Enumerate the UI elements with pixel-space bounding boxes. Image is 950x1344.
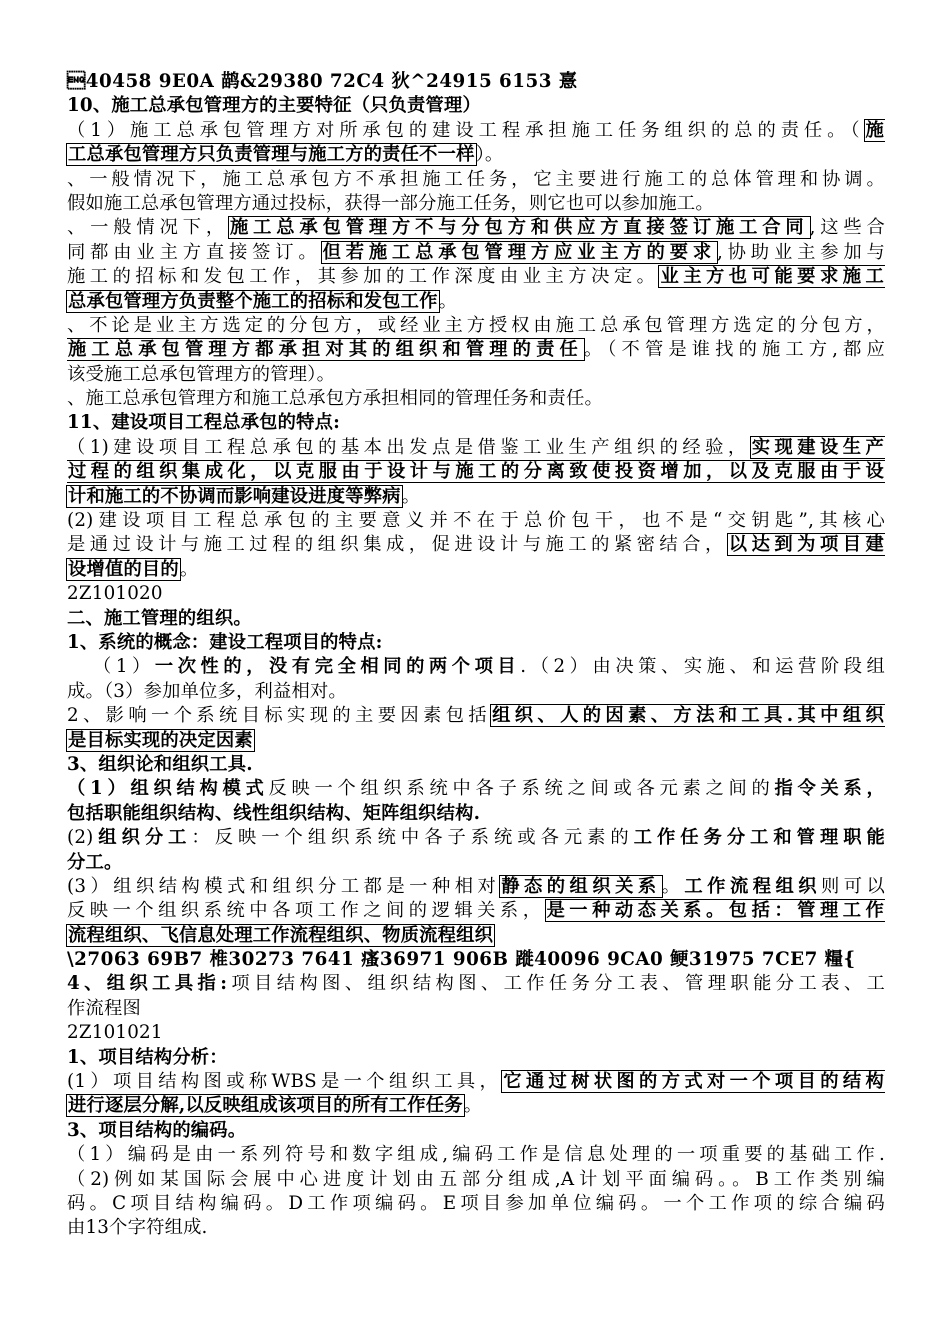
text-span: （1） bbox=[93, 656, 155, 678]
text-line bbox=[67, 875, 885, 899]
text-line bbox=[67, 826, 885, 850]
text-line bbox=[67, 777, 885, 801]
text-line bbox=[67, 265, 885, 289]
boxed-text: 过程的组织集成化，以克服由于设计与施工的分离致使投资增加，以及克服由于设 bbox=[68, 461, 884, 483]
boxed-text: 施工总承包管理方不与分包方和供应方直接签订施工合同 bbox=[230, 217, 809, 239]
text-span: 40458 9E0A 鹋&29380 72C4 狄^24915 6153 憙 bbox=[67, 71, 578, 92]
text-span: （1)建设项目工程总承包的基本出发点是借鉴工业生产组织的经验， bbox=[67, 436, 751, 458]
boxed-text: 实现建设生产 bbox=[751, 436, 885, 458]
text-line bbox=[67, 655, 885, 679]
boxed-text: 组织、人的因素、方法和工具.其中组织 bbox=[492, 705, 884, 727]
text-line bbox=[67, 314, 885, 338]
text-span: 同都由业主方直接签订。 bbox=[67, 241, 322, 263]
text-line bbox=[67, 729, 885, 753]
text-span: 组织分工 bbox=[93, 827, 192, 849]
boxed-text: 它通过树状图的方式对一个项目的结构 bbox=[503, 1071, 885, 1093]
text-span: 则可以 bbox=[821, 875, 885, 897]
text-line bbox=[67, 338, 885, 362]
text-span: 1、项目结构分析： bbox=[67, 1046, 228, 1068]
text-line bbox=[67, 363, 885, 387]
text-line bbox=[67, 972, 885, 996]
text-line bbox=[67, 436, 885, 460]
text-span: 、不论是业主方选定的分包方，或经业主方授权由施工总承包管理方选定的分包方， bbox=[67, 314, 885, 336]
text-line bbox=[67, 192, 885, 216]
text-span: 成。（3）参加单位多，利益相对。 bbox=[67, 680, 347, 702]
text-line bbox=[67, 924, 885, 948]
text-span: 、施工总承包管理方和施工总承包方承担相同的管理任务和责任。 bbox=[67, 388, 603, 410]
text-line bbox=[67, 241, 885, 265]
text-span: \27063 69B7 椎30273 7641 瘙36971 906B 蹝40096 9CA0 鲠31975 7CE7 糧{ bbox=[67, 949, 856, 971]
text-span: 、一般情况下， bbox=[67, 217, 229, 239]
text-span: 10、施工总承包管理方的主要特征（只负责管理） bbox=[67, 95, 481, 117]
text-span: 由13个字符组成. bbox=[67, 1217, 208, 1239]
text-span: 二、施工管理的组织。 bbox=[67, 607, 252, 629]
text-line bbox=[67, 216, 885, 240]
text-line bbox=[67, 460, 885, 484]
text-span: 反映一个组织系统中各子系统之间或各元素之间的 bbox=[268, 778, 775, 800]
text-line bbox=[67, 631, 885, 655]
text-line bbox=[67, 387, 885, 411]
text-span: 码。C项目结构编码。D工作项编码。E项目参加单位编码。一个工作项的综合编码 bbox=[67, 1192, 885, 1214]
text-span: （1）施工总承包管理方对所承包的建设工程承担施工任务组织的总的责任。（ bbox=[67, 119, 865, 141]
text-line bbox=[67, 558, 885, 582]
text-span: 一次性的，没有完全相同的两个项目 bbox=[154, 656, 521, 678]
text-line bbox=[67, 997, 885, 1021]
text-span: 。 bbox=[463, 1095, 483, 1117]
text-line bbox=[67, 851, 885, 875]
text-line bbox=[67, 582, 885, 606]
text-span: （1）编码是由一系列符号和数字组成,编码工作是信息处理的一项重要的基础工作. bbox=[67, 1144, 885, 1166]
boxed-text: 工总承包管理方只负责管理与施工方的责任不一样 bbox=[68, 144, 475, 166]
text-line bbox=[67, 1192, 885, 1216]
text-span: 是通过设计与施工过程的组织集成，促进设计与施工的紧密结合， bbox=[67, 534, 728, 556]
text-line bbox=[67, 485, 885, 509]
text-span: 作流程图 bbox=[67, 997, 141, 1019]
text-span: 该受施工总承包管理方的管理）。 bbox=[67, 363, 336, 385]
text-line bbox=[67, 802, 885, 826]
text-line bbox=[67, 533, 885, 557]
text-line bbox=[67, 94, 885, 118]
text-span: 。 bbox=[401, 485, 421, 507]
text-span: 11、建设项目工程总承包的特点: bbox=[67, 412, 341, 434]
text-span: .（2）由决策、实施、和运营阶段组 bbox=[520, 656, 885, 678]
text-span: 包括职能组织结构、线性组织结构、矩阵组织结构. bbox=[67, 802, 481, 824]
text-line bbox=[67, 704, 885, 728]
text-span: 。 bbox=[438, 290, 458, 312]
boxed-text: 施 bbox=[865, 119, 884, 141]
boxed-text: 计和施工的不协调而影响建设进度等弊病 bbox=[68, 485, 401, 507]
text-line bbox=[67, 948, 885, 972]
text-line bbox=[67, 143, 885, 167]
text-span: 2Z101020 bbox=[67, 583, 163, 605]
boxed-text: 总承包管理方负责整个施工的招标和发包工作 bbox=[68, 290, 438, 312]
boxed-text: 设增值的目的 bbox=[68, 558, 179, 580]
text-line bbox=[67, 1094, 885, 1118]
text-line bbox=[67, 1216, 885, 1240]
text-span: 。（不管是谁找的施工方,都应 bbox=[583, 339, 885, 361]
text-line bbox=[67, 607, 885, 631]
boxed-text: 是目标实现的决定因素 bbox=[68, 729, 253, 751]
text-span: 反映一个组织系统中各项工作之间的逻辑关系， bbox=[67, 900, 546, 922]
boxed-text: 流程组织、飞信息处理工作流程组织、物质流程组织 bbox=[68, 924, 494, 946]
text-span: 2、影响一个系统目标实现的主要因素包括 bbox=[67, 705, 492, 727]
text-line bbox=[67, 680, 885, 704]
boxed-text: 静态的组织关系 bbox=[501, 875, 661, 897]
text-span: 3、项目结构的编码。 bbox=[67, 1119, 247, 1141]
text-span: 施工的招标和发包工作，其参加的工作深度由业主方决定。 bbox=[67, 266, 660, 288]
text-line bbox=[67, 899, 885, 923]
text-span: (2) bbox=[67, 827, 94, 849]
boxed-text: 进行逐层分解,以反映组成该项目的所有工作任务 bbox=[68, 1095, 463, 1117]
text-span: 指令关系， bbox=[774, 778, 885, 800]
text-span: 工作任务分工和管理职能 bbox=[633, 827, 885, 849]
text-line bbox=[67, 168, 885, 192]
boxed-text: 施工总承包管理方都承担对其的组织和管理的责任 bbox=[68, 339, 583, 361]
text-line bbox=[67, 1070, 885, 1094]
boxed-text: 业主方也可能要求施工 bbox=[660, 266, 885, 288]
text-line bbox=[67, 1021, 885, 1045]
text-span: （1）组织结构模式 bbox=[67, 778, 269, 800]
text-line bbox=[67, 1119, 885, 1143]
text-span: 4、组织工具指: bbox=[67, 973, 228, 995]
text-span: 分工。 bbox=[67, 851, 123, 873]
text-span: 。 bbox=[661, 875, 685, 897]
text-span: 2Z101021 bbox=[67, 1022, 163, 1044]
text-span: ：反映一个组织系统中各子系统或各元素的 bbox=[191, 827, 634, 849]
boxed-text: 但若施工总承包管理方应业主方的要求 bbox=[322, 241, 716, 263]
text-line bbox=[67, 509, 885, 533]
text-span: 项目结构图、组织结构图、工作任务分工表、管理职能分工表、工 bbox=[227, 973, 885, 995]
text-span: 。 bbox=[179, 558, 199, 580]
text-span: ,这些合 bbox=[809, 217, 885, 239]
text-span: ）。 bbox=[475, 144, 504, 166]
text-span: (3）组织结构模式和组织分工都是一种相对 bbox=[67, 875, 501, 897]
text-span: 3、组织论和组织工具. bbox=[67, 753, 253, 775]
text-line bbox=[67, 290, 885, 314]
text-span: 工作流程组织 bbox=[684, 875, 822, 897]
text-span: (1）项目结构图或称WBS是一个组织工具， bbox=[67, 1071, 503, 1093]
text-line bbox=[67, 1143, 885, 1167]
text-span: （2)例如某国际会展中心进度计划由五部分组成,A计划平面编码。。B工作类别编 bbox=[67, 1168, 885, 1190]
text-span: (2)建设项目工程总承包的主要意义并不在于总价包干，也不是“交钥匙”,其核心 bbox=[67, 510, 885, 532]
text-line bbox=[67, 753, 885, 777]
document-body bbox=[67, 70, 885, 1241]
text-line bbox=[67, 70, 885, 94]
text-span: 、一般情况下，施工总承包方不承担施工任务，它主要进行施工的总体管理和协调。 bbox=[67, 168, 885, 190]
text-span: ,协助业主参加与 bbox=[716, 241, 885, 263]
boxed-text: 是一种动态关系。包括：管理工作 bbox=[546, 900, 885, 922]
text-line bbox=[67, 411, 885, 435]
text-line bbox=[67, 1168, 885, 1192]
text-line bbox=[67, 1046, 885, 1070]
boxed-text: 以达到为项目建 bbox=[728, 534, 884, 556]
text-span: 假如施工总承包管理方通过投标，获得一部分施工任务，则它也可以参加施工。 bbox=[67, 192, 714, 214]
text-span: 1、系统的概念：建设工程项目的特点: bbox=[67, 631, 383, 653]
text-line bbox=[67, 119, 885, 143]
